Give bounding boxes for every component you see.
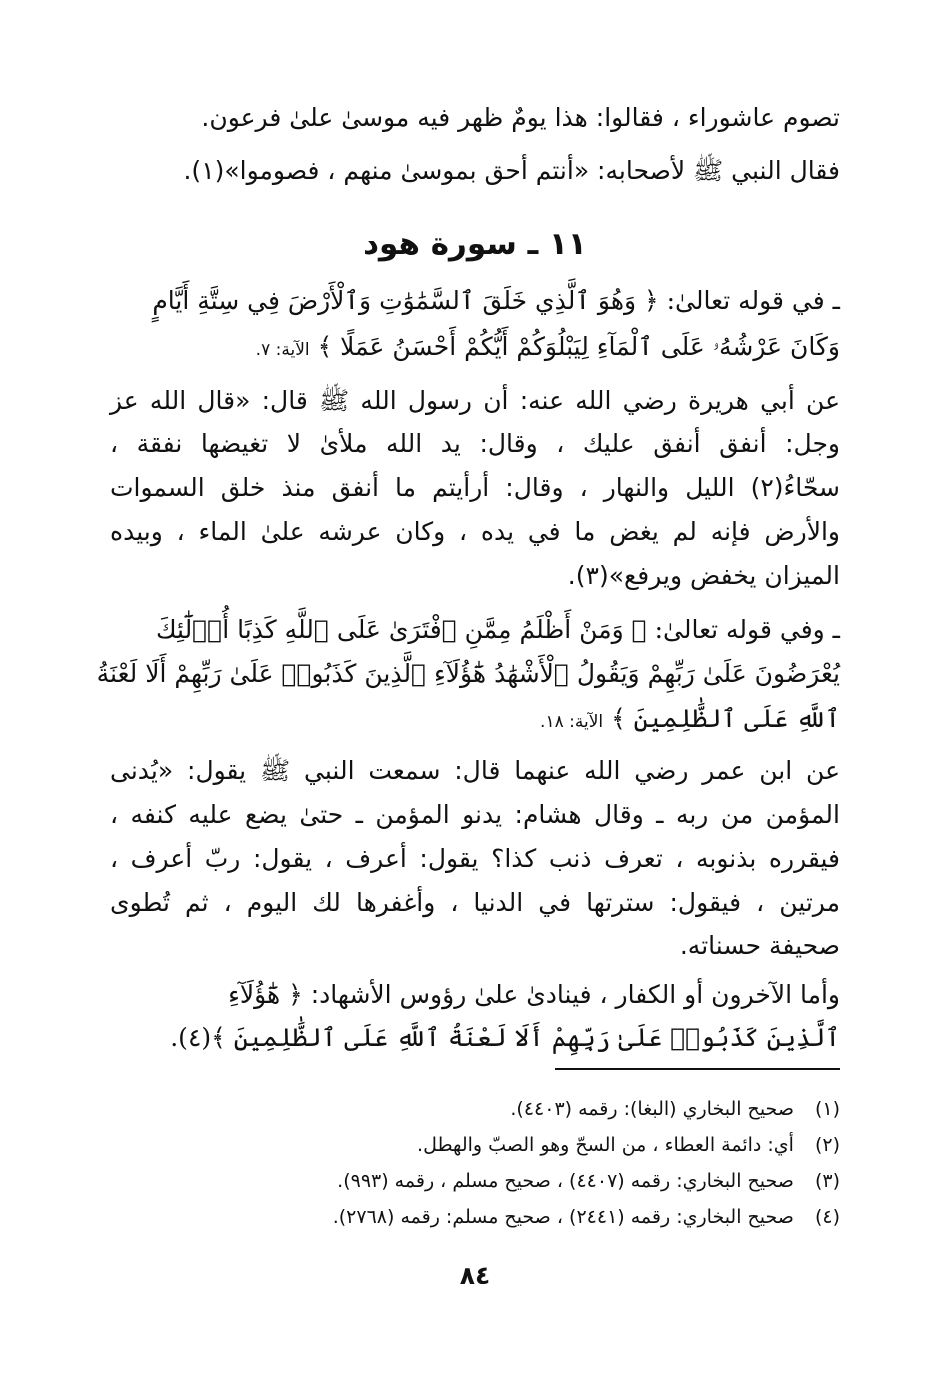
hadith2-cont-line-1: وأما الآخرون أو الكفار ، فينادىٰ علىٰ رؤوس الأشهاد: ﴿ هَٰٓؤُلَآءِ	[228, 980, 840, 1009]
footnote-number: (١)	[814, 1098, 840, 1120]
intro-line-2: فقال النبي ﷺ لأصحابه: «أنتم أحق بموسىٰ منهم ، فصوموا»(١).	[183, 156, 840, 185]
footnote-4	[110, 1202, 840, 1232]
verse2-text: ٱللَّهِ عَلَى ٱلظَّٰلِمِينَ ﴾	[611, 704, 840, 733]
intro-line-1: تصوم عاشوراء ، فقالوا: هذا يومٌ ظهر فيه موسىٰ علىٰ فرعون.	[201, 103, 840, 132]
verse1-ref: الآية: ٧.	[255, 340, 310, 360]
hadith1-line-3: سحّاءُ(٢) الليل والنهار ، وقال: أرأيتم ما أنفق منذ خلق السموات	[110, 473, 840, 502]
hadith2-line-3: فيقرره بذنوبه ، تعرف ذنب كذا؟ يقول: أعرف ، يقول: ربّ أعرف ،	[110, 844, 840, 873]
footnote-number: (٣)	[814, 1170, 840, 1192]
verse1-line-1: ـ في قوله تعالىٰ: ﴿ وَهُوَ ٱلَّذِي خَلَقَ ٱلسَّمَٰوَٰتِ وَٱلْأَرْضَ فِي سِتَّةِ أَيَّامٍ	[152, 286, 840, 315]
hadith1-line-5: الميزان يخفض ويرفع»(٣).	[567, 561, 840, 590]
footnote-divider	[555, 1068, 840, 1070]
footnote-number: (٤)	[814, 1206, 840, 1228]
verse2-line-2: يُعْرَضُونَ عَلَىٰ رَبِّهِمْ وَيَقُولُ ٱلْأَشْهَٰدُ هَٰٓؤُلَآءِ ٱلَّذِينَ كَذَبُوا۟ عَلَىٰ رَبِّهِمْ أَلَا لَعْنَةُ	[96, 659, 840, 688]
footnote-3	[110, 1166, 840, 1196]
hadith2-line-5: صحيفة حسناته.	[679, 931, 840, 960]
hadith2-cont-line-2: ٱلَّذِينَ كَذَبُوا۟ عَلَىٰ رَبِّهِمْ أَلَا لَعْنَةُ ٱللَّهِ عَلَى ٱلظَّٰلِمِينَ ﴾(٤).	[170, 1023, 840, 1052]
verse1-text: وَكَانَ عَرْشُهُۥ عَلَى ٱلْمَآءِ لِيَبْلُوَكُمْ أَيُّكُمْ أَحْسَنُ عَمَلًا ﴾	[317, 332, 840, 361]
hadith2-line-1: عن ابن عمر رضي الله عنهما قال: سمعت النبي ﷺ يقول: «يُدنى	[110, 756, 840, 785]
footnote-text: صحيح البخاري (البغا): رقمه (٤٤٠٣).	[510, 1098, 794, 1120]
hadith2-line-4: مرتين ، فيقول: سترتها في الدنيا ، وأغفرها لك اليوم ، ثم تُطوى	[110, 888, 840, 917]
verse1-line-2	[110, 327, 840, 370]
footnote-number: (٢)	[814, 1134, 840, 1156]
footnote-text: صحيح البخاري: رقمه (٢٤٤١) ، صحيح مسلم: رقمه (٢٧٦٨).	[332, 1206, 794, 1228]
page-number: ٨٤	[459, 1261, 491, 1290]
chapter-title: ١١ ـ سورة هود	[363, 226, 587, 262]
footnote-text: أي: دائمة العطاء ، من السحّ وهو الصبّ والهطل.	[417, 1134, 794, 1156]
footnote-2	[110, 1130, 840, 1160]
hadith1-line-1: عن أبي هريرة رضي الله عنه: أن رسول الله ﷺ قال: «قال الله عز	[110, 386, 840, 415]
verse2-line-3	[110, 699, 840, 742]
hadith1-line-4: والأرض فإنه لم يغض ما في يده ، وكان عرشه علىٰ الماء ، وبيده	[110, 517, 840, 546]
verse2-line-1: ـ وفي قوله تعالىٰ: ﴿ وَمَنْ أَظْلَمُ مِمَّنِ ٱفْتَرَىٰ عَلَى ٱللَّهِ كَذِبًا أُو۟لَٰٓئِكَ	[155, 615, 840, 644]
hadith1-line-2: وجل: أنفق أنفق عليك ، وقال: يد الله ملأىٰ لا تغيضها نفقة ،	[110, 429, 840, 458]
footnote-1	[110, 1094, 840, 1124]
verse2-ref: الآية: ١٨.	[540, 712, 604, 732]
footnote-text: صحيح البخاري: رقمه (٤٤٠٧) ، صحيح مسلم ، رقمه (٩٩٣).	[337, 1170, 794, 1192]
hadith2-line-2: المؤمن من ربه ـ وقال هشام: يدنو المؤمن ـ حتىٰ يضع عليه كنفه ،	[110, 800, 840, 829]
